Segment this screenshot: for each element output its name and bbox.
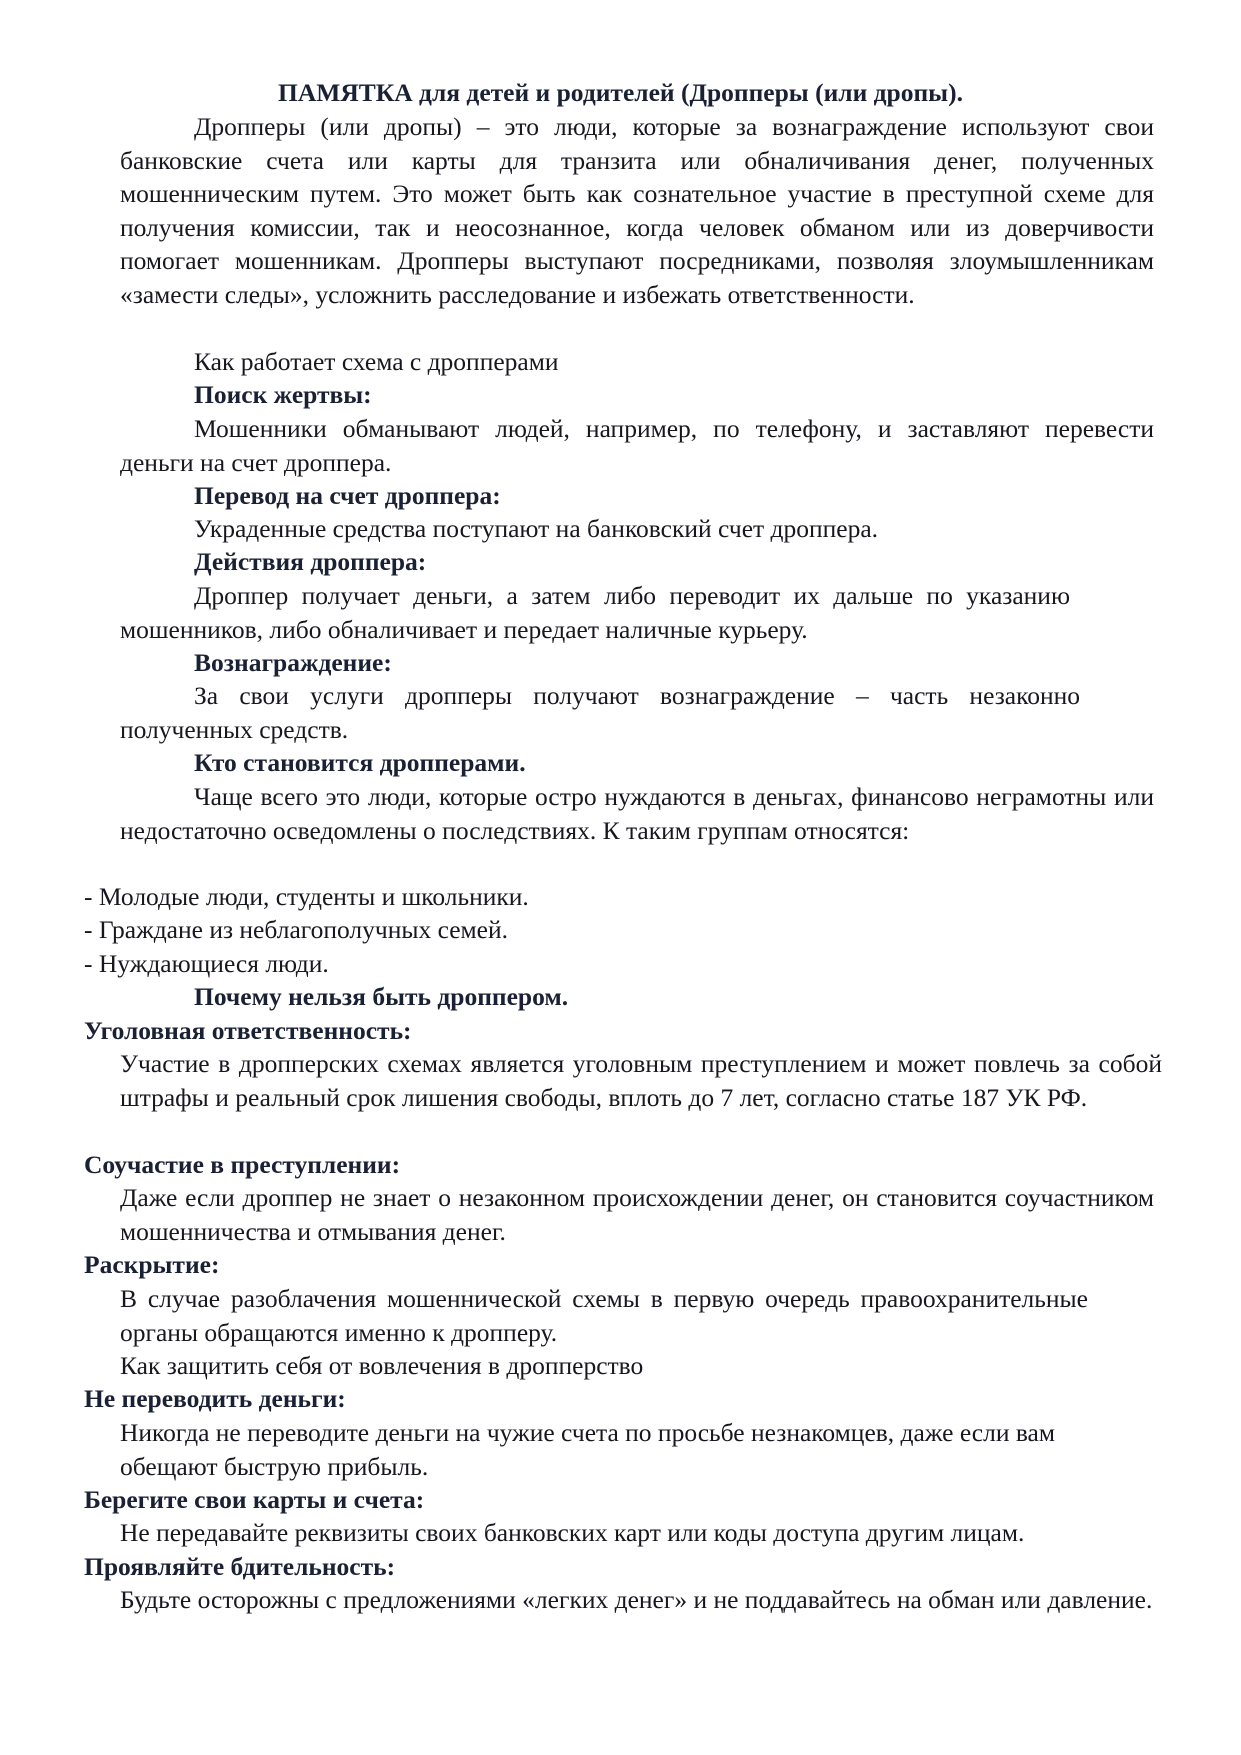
who-list-item: - Граждане из неблагополучных семей.: [84, 915, 509, 944]
why-item-3-heading: Раскрытие:: [84, 1250, 220, 1279]
intro-paragraph: Дропперы (или дропы) – это люди, которые за вознаграждение используют свои банковские счета или карты для транзита или обналичивания денег, полученных мошенническим путем. Это может быть как сознательное участие в преступной схеме для получения комиссии, так и неосознанное, когда человек обманом или из доверчивости помогает мошенникам. Дропперы выступают посредниками, позволяя злоумышленникам «замести следы», усложнить расследование и избежать ответственности.: [120, 112, 1154, 309]
scheme-step-3-heading: Действия дроппера:: [194, 547, 427, 576]
why-item-3-text: В случае разоблачения мошеннической схемы в первую очередь правоохранительные органы обращаются именно к дропперу.: [120, 1284, 1088, 1347]
scheme-step-4-text: За свои услуги дропперы получают вознаграждение – часть незаконно полученных средств.: [120, 681, 1080, 744]
why-heading: Почему нельзя быть дроппером.: [194, 982, 569, 1011]
page-title: ПАМЯТКА для детей и родителей (Дропперы (или дропы).: [278, 78, 963, 107]
who-heading: Кто становится дропперами.: [194, 748, 526, 777]
who-list-item: - Нуждающиеся люди.: [84, 949, 329, 978]
scheme-step-2-heading: Перевод на счет дроппера:: [194, 481, 501, 510]
protect-item-1-heading: Не переводить деньги:: [84, 1384, 346, 1413]
scheme-step-3-text: Дроппер получает деньги, а затем либо переводит их дальше по указанию мошенников, либо обналичивает и передает наличные курьеру.: [120, 581, 1070, 644]
scheme-step-1-heading: Поиск жертвы:: [194, 380, 372, 409]
scheme-step-1-text: Мошенники обманывают людей, например, по телефону, и заставляют перевести деньги на счет дроппера.: [120, 414, 1154, 477]
protect-item-1-text: Никогда не переводите деньги на чужие счета по просьбе незнакомцев, даже если вам обещают быструю прибыль.: [120, 1418, 1055, 1481]
scheme-step-2-text: Украденные средства поступают на банковский счет дроппера.: [194, 514, 879, 543]
why-item-1-text: Участие в дропперских схемах является уголовным преступлением и может повлечь за собой штрафы и реальный срок лишения свободы, вплоть до 7 лет, согласно статье 187 УК РФ.: [120, 1049, 1162, 1112]
who-text: Чаще всего это люди, которые остро нуждаются в деньгах, финансово неграмотны или недостаточно осведомлены о последствиях. К таким группам относятся:: [120, 782, 1154, 845]
scheme-step-4-heading: Вознаграждение:: [194, 648, 392, 677]
why-item-1-heading: Уголовная ответственность:: [84, 1016, 412, 1045]
protect-item-3-text: Будьте осторожны с предложениями «легких денег» и не поддавайтесь на обман или давление.: [120, 1585, 1153, 1614]
protect-item-2-text: Не передавайте реквизиты своих банковских карт или коды доступа другим лицам.: [120, 1518, 1025, 1547]
who-list-item: - Молодые люди, студенты и школьники.: [84, 882, 529, 911]
protect-item-2-heading: Берегите свои карты и счета:: [84, 1485, 425, 1514]
why-item-2-text: Даже если дроппер не знает о незаконном происхождении денег, он становится соучастником мошенничества и отмывания денег.: [120, 1183, 1154, 1246]
protect-heading: Как защитить себя от вовлечения в дропперство: [120, 1351, 644, 1380]
why-item-2-heading: Соучастие в преступлении:: [84, 1150, 401, 1179]
scheme-heading: Как работает схема с дропперами: [194, 347, 559, 376]
protect-item-3-heading: Проявляйте бдительность:: [84, 1552, 396, 1581]
